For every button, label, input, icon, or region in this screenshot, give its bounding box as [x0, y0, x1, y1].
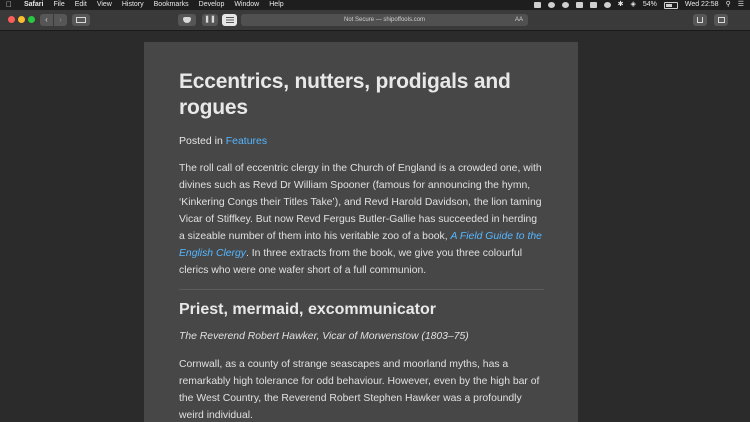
text-size-button[interactable]: AA [514, 17, 523, 23]
bluetooth-icon[interactable]: ✱ [617, 1, 624, 8]
article-title: Eccentrics, nutters, prodigals and rogues [179, 70, 511, 119]
sidebar-icon [76, 17, 86, 23]
menu-edit[interactable]: Edit [74, 1, 87, 8]
extension-button[interactable] [178, 14, 196, 26]
pause-icon: ❚❚ [204, 16, 216, 23]
cloud-icon[interactable] [576, 2, 583, 8]
section-byline: The Reverend Robert Hawker, Vicar of Morwenstow (1803–75) [179, 331, 469, 342]
status-menu-icon[interactable] [590, 2, 597, 8]
status-sync-icon[interactable] [548, 2, 555, 8]
shield-icon [183, 17, 191, 23]
menu-window[interactable]: Window [234, 1, 260, 8]
search-icon[interactable]: ⚲ [725, 1, 731, 8]
sidebar-button[interactable] [72, 14, 90, 26]
status-app-icon[interactable] [534, 2, 541, 8]
back-button[interactable] [40, 14, 53, 26]
body-paragraph: Cornwall, as a county of strange seascapes and moorland myths, has a remarkably high tolerance for odd behaviour. However, even by the high bar of the West Country, the Reverend Robert Stephen Hawker was a profoundly weird individual. [179, 359, 540, 421]
wifi-icon[interactable]: ◈ [630, 1, 636, 8]
battery-percent[interactable]: 54% [642, 1, 657, 8]
section-divider [179, 289, 544, 290]
status-activity-icon[interactable] [604, 2, 611, 8]
article-content [179, 69, 544, 422]
intro-text-2: . In three extracts from the book, we give you three colourful clerics who were one wafer short of a full communion. [179, 248, 523, 276]
section-heading: Priest, mermaid, excommunicator [179, 301, 436, 318]
menu-help[interactable]: Help [269, 1, 284, 8]
reader-article[interactable] [144, 42, 578, 422]
menu-history[interactable]: History [121, 1, 144, 8]
menu-bar [0, 0, 750, 10]
chevron-right-icon: › [59, 15, 62, 24]
battery-icon[interactable] [664, 2, 678, 9]
intro-text-1: The roll call of eccentric clergy in the Church of England is a crowded one, with divines such as Revd Dr William Spooner (famous for announcing the hymn, ‘Kinkering Congs their Titles Take’), and Revd Harold Davidson, the lion taming Vicar of Stiffkey. But now Revd Fergus Butler-Gallie has succeeded in herding a sizeable number of them into his veritable zoo of a book, [179, 163, 542, 242]
menu-bookmarks[interactable]: Bookmarks [153, 1, 189, 8]
status-user-icon[interactable] [562, 2, 569, 8]
forward-button[interactable] [54, 14, 67, 26]
clock[interactable]: Wed 22:58 [684, 1, 719, 8]
posted-prefix: Posted in [179, 135, 226, 147]
intro-paragraph [179, 160, 544, 279]
share-icon [697, 17, 703, 23]
list-icon[interactable]: ☰ [737, 1, 744, 8]
menu-safari[interactable]: Safari [24, 1, 44, 8]
reader-icon [226, 17, 234, 23]
address-bar[interactable] [241, 14, 528, 26]
minimize-window-button[interactable] [18, 16, 25, 23]
book-title-link[interactable]: A Field Guide to the English Clergy [179, 231, 542, 259]
menu-view[interactable]: View [96, 1, 112, 8]
posted-in [179, 134, 544, 148]
pause-button[interactable] [202, 14, 218, 26]
menu-develop[interactable]: Develop [198, 1, 225, 8]
tabs-icon [718, 17, 725, 23]
close-window-button[interactable] [8, 16, 15, 23]
address-text: Not Secure — shipoffools.com [344, 17, 425, 23]
browser-toolbar [0, 10, 750, 31]
menu-file[interactable]: File [53, 1, 65, 8]
category-link[interactable]: Features [225, 135, 268, 147]
maximize-window-button[interactable] [28, 16, 35, 23]
reader-view-button[interactable] [222, 14, 237, 26]
status-area [527, 0, 744, 10]
apple-icon[interactable] [6, 0, 14, 10]
share-button[interactable] [693, 14, 707, 26]
show-tabs-button[interactable] [714, 14, 728, 26]
chevron-left-icon: ‹ [45, 15, 48, 24]
